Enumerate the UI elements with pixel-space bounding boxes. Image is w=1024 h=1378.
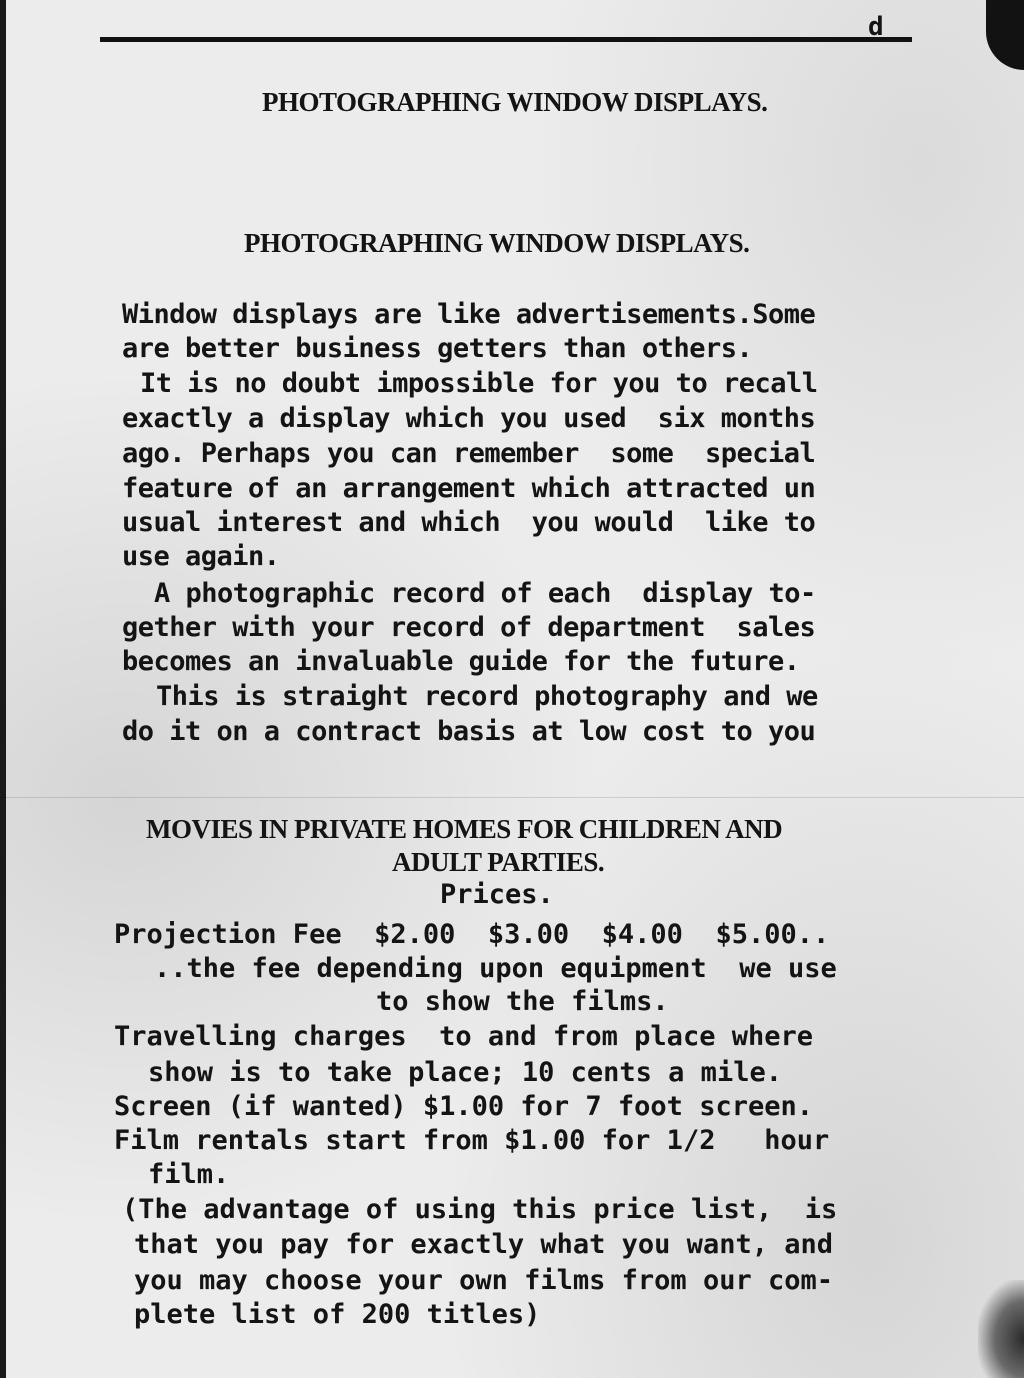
scan-stain-bottom-right	[978, 1280, 1024, 1378]
paragraph-line: use again.	[122, 541, 280, 572]
paragraph-line: becomes an invaluable guide for the future.	[122, 646, 800, 677]
paragraph-line: gether with your record of department sales	[122, 612, 816, 643]
price-line: plete list of 200 titles)	[134, 1299, 541, 1330]
header-rule	[100, 37, 912, 42]
section-title: PHOTOGRAPHING WINDOW DISPLAYS.	[244, 228, 750, 258]
paragraph-line: This is straight record photography and we	[156, 681, 818, 712]
paragraph-line: It is no doubt impossible for you to recall	[140, 368, 818, 399]
paragraph-line: usual interest and which you would like to	[122, 507, 816, 538]
paragraph-line: exactly a display which you used six months	[122, 403, 816, 434]
price-line: you may choose your own films from our com-	[134, 1265, 833, 1296]
price-line: that you pay for exactly what you want, and	[134, 1229, 833, 1260]
prices-heading: Prices.	[440, 879, 554, 910]
price-line: film.	[148, 1159, 230, 1190]
page-letter: d	[868, 12, 884, 42]
section-title-line-1: MOVIES IN PRIVATE HOMES FOR CHILDREN AND	[146, 814, 783, 844]
scan-blot-top-right	[986, 0, 1024, 70]
paragraph-line: Window displays are like advertisements.Some	[122, 299, 816, 330]
price-line: Projection Fee $2.00 $3.00 $4.00 $5.00..	[114, 919, 830, 950]
paragraph-line: are better business getters than others.	[122, 333, 753, 364]
price-line: Screen (if wanted) $1.00 for 7 foot screen.	[114, 1091, 813, 1122]
paragraph-line: A photographic record of each display to-	[154, 578, 816, 609]
section-title-line-2: ADULT PARTIES.	[392, 847, 605, 877]
price-line: Film rentals start from $1.00 for 1/2 hour	[114, 1125, 830, 1156]
price-line: ..the fee depending upon equipment we use	[154, 953, 837, 984]
paragraph-line: do it on a contract basis at low cost to you	[122, 716, 816, 747]
price-line: Travelling charges to and from place where	[114, 1021, 813, 1052]
page-fold-line	[0, 797, 1024, 798]
header-title: PHOTOGRAPHING WINDOW DISPLAYS.	[262, 87, 768, 117]
price-line: (The advantage of using this price list, is	[122, 1194, 838, 1225]
price-line: to show the films.	[376, 986, 669, 1017]
paragraph-line: feature of an arrangement which attracted un	[122, 473, 816, 504]
paragraph-line: ago. Perhaps you can remember some special	[122, 438, 816, 469]
scan-edge-left	[0, 0, 6, 1378]
price-line: show is to take place; 10 cents a mile.	[148, 1057, 782, 1088]
